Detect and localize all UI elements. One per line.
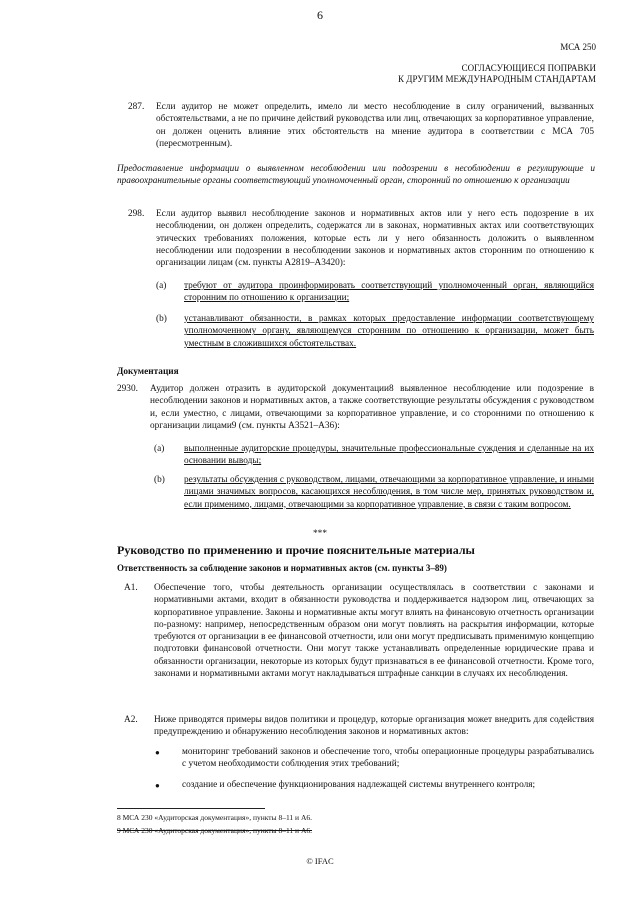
footnote-9: 9 МСА 230 «Аудиторская документация», пункты 8–11 и А6.	[117, 826, 312, 835]
para-30-b-label: (b)	[154, 475, 165, 485]
para-30-number: 2930.	[117, 384, 138, 394]
document-header-title	[398, 63, 596, 85]
footnote-divider	[117, 808, 265, 809]
header-title-line-1: СОГЛАСУЮЩИЕСЯ ПОПРАВКИ	[461, 63, 596, 73]
para-30-a-label: (a)	[154, 444, 165, 454]
section-separator-stars: ***	[313, 529, 327, 539]
bullet-icon: ●	[155, 781, 160, 790]
para-29-number: 298.	[128, 209, 145, 219]
para-29-b-label: (b)	[156, 314, 167, 324]
a1-text: Обеспечение того, чтобы деятельность организации осуществлялась в соответствии с законами и нормативными актами, входит в обязанности руководства и поддерживается надзором лиц, отвечающих за корпоративное управление. Законы и нормативные акты могут влиять на финансовую отчетность организации по-разному: например, непосредственным образом они могут повлиять на раскрытия информации, которые требуются от организации в ее финансовой отчетности, или они могут предписывать применимую концепцию подготовки финансовой отчетности. Они могут также устанавливать определенные юридические права и обязанности организации, некоторые из которых будут признаваться в ее финансовой отчетности. Кроме того, законами и нормативными актами могут накладываться штрафные санкции в случаях их несоблюдения.	[154, 583, 594, 680]
para-29-b-text: устанавливают обязанности, в рамках которых предоставление информации соответствующему уполномоченному органу, являющемуся сторонним по отношению к организации, может быть уместным в сложившихся обстоятельствах.	[184, 314, 594, 349]
para-29-a-label: (a)	[156, 281, 167, 291]
para-30-b-text: результаты обсуждения с руководством, лицами, отвечающими за корпоративное управление, и иными лицами значимых вопросов, касающихся несоблюдения, в том числе мер, принятых руководством и, если применимо, лицами, отвечающими за корпоративное управление, в связи с таким вопросом.	[184, 475, 594, 510]
a2-bullet-1: мониторинг требований законов и обеспечение того, чтобы операционные процедуры разрабатывались с учетом необходимости соблюдения этих требований;	[182, 747, 594, 770]
a1-number: A1.	[124, 583, 138, 593]
a2-number: A2.	[124, 715, 138, 725]
page-footer: © IFAC	[306, 856, 334, 866]
para-29-a-text: требуют от аудитора проинформировать соответствующий уполномоченный орган, являющийся сторонним по отношению к организации;	[184, 281, 594, 304]
para-30-text: Аудитор должен отразить в аудиторской документации8 выявленное несоблюдение или подозрение в несоблюдении законов и нормативных актов, а также соответствующие результаты обсуждения с руководством и, если уместно, с лицами, отвечающими за корпоративное управление, и со сторонними по отношению к организации лицами9 (см. пункты А3521–А36):	[150, 384, 594, 431]
subsection-heading: Ответственность за соблюдение законов и нормативных актов (см. пункты 3–89)	[117, 563, 447, 573]
section-title: Руководство по применению и прочие пояснительные материалы	[117, 543, 475, 557]
a2-text: Ниже приводятся примеры видов политики и процедур, которые организация может внедрить для содействия предупреждению и обнаружению несоблюдения законов и нормативных актов:	[154, 715, 594, 738]
para-30-a-text: выполненные аудиторские процедуры, значительные профессиональные суждения и сделанные на их основании выводы;	[184, 444, 594, 467]
para-28-text: Если аудитор не может определить, имело ли место несоблюдение в силу ограничений, вызванных обстоятельствами, а не по причине действий руководства или лиц, отвечающих за корпоративное управление, он должен оценить влияние этих обстоятельств на мнение аудитора в соответствии с МСА 705 (пересмотренным).	[156, 102, 594, 149]
a2-bullet-2: создание и обеспечение функционирования надлежащей системы внутреннего контроля;	[182, 780, 536, 790]
para-28-number: 287.	[128, 102, 145, 112]
reporting-heading: Предоставление информации о выявленном несоблюдении или подозрении в несоблюдении в регулирующие и правоохранительные органы соответствующий уполномоченный орган, сторонний по отношению к организации	[117, 164, 595, 187]
para-29-text: Если аудитор выявил несоблюдение законов и нормативных актов или у него есть подозрение в их несоблюдении, он должен определить, содержатся ли в законах, нормативных актах или соответствующих этических требованиях положения, которые есть ли у него обязанность доложить о выявленном несоблюдении или подозрении в несоблюдении законов и нормативных актов сторонним по отношению к организации лицам (см. пункты А2819–А3420):	[156, 209, 594, 269]
page-number: 6	[317, 8, 323, 22]
footnote-8: 8 МСА 230 «Аудиторская документация», пункты 8–11 и А6.	[117, 813, 312, 822]
header-title-line-2: К ДРУГИМ МЕЖДУНАРОДНЫМ СТАНДАРТАМ	[398, 74, 596, 84]
documentation-heading: Документация	[117, 367, 179, 377]
document-code: МСА 250	[560, 42, 596, 52]
bullet-icon: ●	[155, 748, 160, 757]
